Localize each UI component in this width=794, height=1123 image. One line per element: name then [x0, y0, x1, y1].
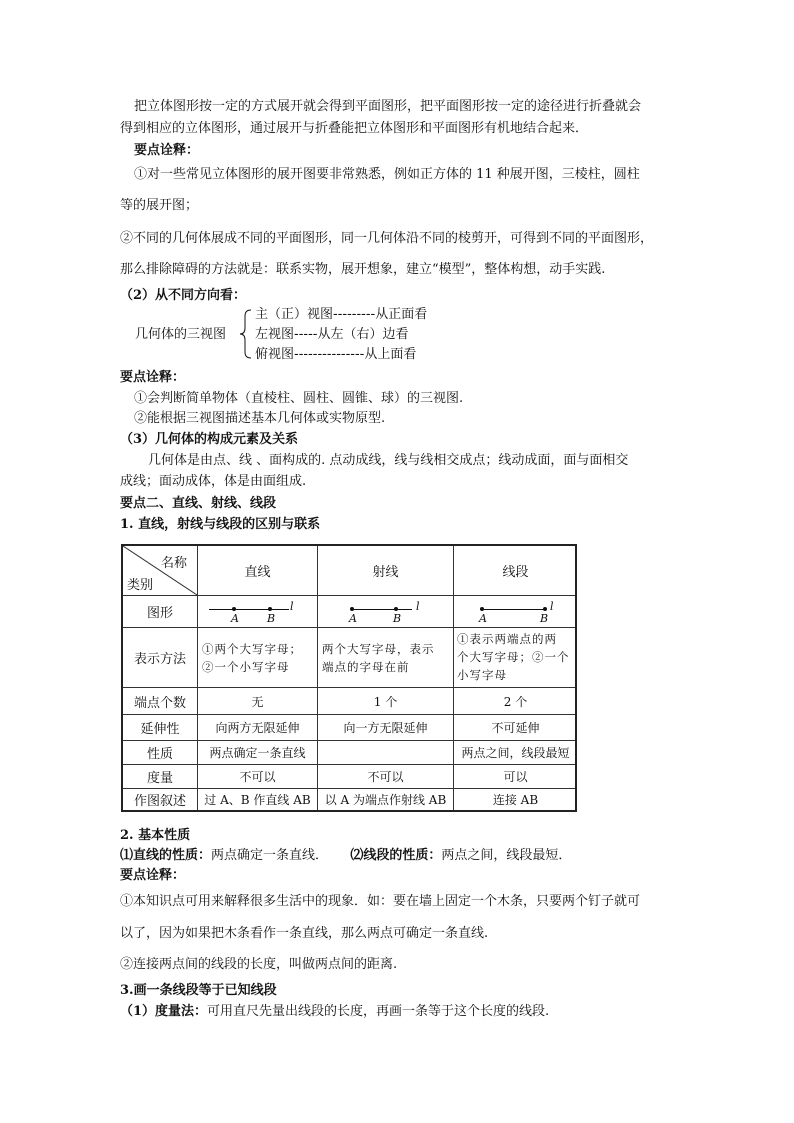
- point-a-label: A: [479, 612, 487, 625]
- endpoints-segment: 2 个: [503, 694, 528, 709]
- extension-segment: 不可延伸: [491, 721, 540, 735]
- endpoints-line: 无: [251, 694, 264, 709]
- corner-top-label: 名称: [161, 556, 188, 571]
- point-b-label: B: [393, 612, 402, 625]
- section-subtitle: 1. 直线，射线与线段的区别与联系: [120, 517, 321, 532]
- note-title: 要点诠释：: [120, 370, 186, 385]
- basic-properties: ⑴直线的性质：两点确定一条直线． ⑵线段的性质：两点之间，线段最短．: [120, 848, 572, 863]
- note3-p2: ②连接两点间的线段的长度，叫做两点间的距离.: [120, 957, 398, 972]
- composition-line-1: 几何体是由点、线 、面构成的. 点动成线，线与线相交成点；线动成面，面与面相交: [148, 453, 629, 468]
- note3-p1a: ①本知识点可用来解释很多生活中的现象．如：要在墙上固定一个木条，只要两个钉子就可: [120, 894, 641, 909]
- left-brace-icon: [238, 308, 254, 360]
- note3-p1b: 以了，因为如果把木条看作一条直线，那么两点可确定一条直线.: [120, 926, 489, 941]
- view-item-top: 俯视图---------------从上面看: [255, 347, 417, 362]
- note-title: 要点诠释：: [120, 868, 186, 883]
- point-b-label: B: [540, 612, 549, 625]
- note1-p1b: 等的展开图；: [120, 198, 199, 213]
- notation-segment: ①表示两端点的两 个大写字母；②一个 小写字母: [457, 632, 570, 682]
- property-ray: [318, 741, 453, 764]
- notation-line: ①两个大写字母； ②一个小写字母: [202, 642, 302, 674]
- measure-segment: 可以: [503, 770, 528, 784]
- section3-heading: 3.画一条线段等于已知线段: [120, 983, 277, 998]
- point-a-label: A: [231, 612, 239, 625]
- note1-p1a: ①对一些常见立体图形的展开图要非常熟悉，例如正方体的 11 种展开图，三棱柱，圆柱: [134, 167, 640, 182]
- property-line: 两点确定一条直线: [209, 746, 306, 760]
- column-header: 线段: [502, 565, 529, 580]
- measure-line: 不可以: [239, 770, 276, 784]
- extension-line: 向两方无限延伸: [215, 721, 300, 735]
- views-heading: （2）从不同方向看：: [120, 288, 247, 303]
- property-segment: 两点之间，线段最短: [461, 746, 570, 760]
- note-title: 要点诠释：: [134, 143, 200, 158]
- row-label: 度量: [146, 771, 173, 786]
- drawing-segment: 连接 AB: [492, 793, 539, 807]
- line-l-label: l: [416, 600, 420, 613]
- measure-method: （1）度量法：可用直尺先量出线段的长度，再画一条等于这个长度的线段.: [120, 1004, 550, 1019]
- corner-bottom-label: 类别: [127, 578, 154, 593]
- endpoints-ray: 1 个: [373, 694, 398, 709]
- intro-line-1: 把立体图形按一定的方式展开就会得到平面图形，把平面图形按一定的途径进行折叠就会: [134, 99, 642, 114]
- composition-line-2: 成线；面动成体，体是由面组成.: [120, 474, 307, 489]
- extension-ray: 向一方无限延伸: [343, 721, 428, 735]
- column-header: 射线: [372, 565, 399, 580]
- row-label: 作图叙述: [133, 794, 186, 809]
- row-label: 表示方法: [133, 652, 186, 667]
- row-label: 延伸性: [140, 722, 180, 737]
- notation-ray: 两个大写字母，表示 端点的字母在前: [322, 642, 435, 674]
- views-label: 几何体的三视图: [135, 327, 227, 342]
- line-l-label: l: [290, 600, 294, 613]
- note2-p2: ②能根据三视图描述基本几何体或实物原型.: [134, 411, 386, 426]
- view-item-left: 左视图-----从左（右）边看: [255, 327, 409, 342]
- point-b-label: B: [267, 612, 276, 625]
- section-title: 要点二、直线、射线、线段: [120, 496, 277, 511]
- note1-p2b: 那么排除障碍的方法就是：联系实物，展开想象，建立“模型”，整体构想，动手实践.: [120, 262, 606, 277]
- row-label: 图形: [146, 606, 173, 621]
- measure-ray: 不可以: [367, 770, 404, 784]
- note1-p2a: ②不同的几何体展成不同的平面图形，同一几何体沿不同的棱剪开，可得到不同的平面图形，: [120, 231, 654, 246]
- row-label: 性质: [146, 747, 173, 762]
- drawing-ray: 以 A 为端点作射线 AB: [324, 793, 447, 807]
- note2-p1: ①会判断简单物体（直棱柱、圆柱、圆锥、球）的三视图.: [134, 391, 464, 406]
- view-item-front: 主（正）视图---------从正面看: [255, 307, 428, 322]
- row-label: 端点个数: [133, 695, 186, 711]
- composition-heading: （3）几何体的构成元素及关系: [120, 432, 299, 447]
- line-l-label: l: [550, 600, 554, 613]
- intro-line-2: 得到相应的立体图形，通过展开与折叠能把立体图形和平面图形有机地结合起来．: [120, 121, 589, 136]
- column-header: 直线: [244, 565, 271, 580]
- drawing-line: 过 A、B 作直线 AB: [204, 793, 311, 807]
- point-a-label: A: [349, 612, 357, 625]
- comparison-table: [121, 544, 577, 812]
- basic-heading: 2. 基本性质: [120, 828, 191, 843]
